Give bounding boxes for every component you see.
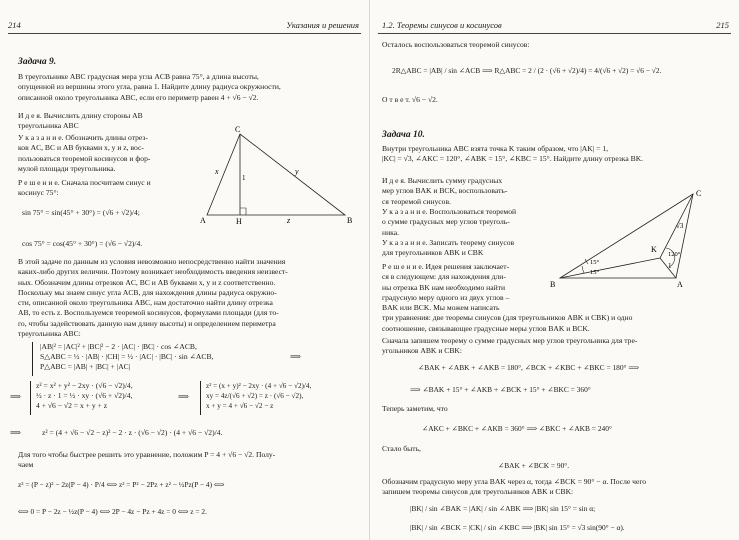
label-c: C: [696, 189, 702, 198]
become-text: Стало быть,: [382, 444, 421, 453]
system3-brace: [200, 381, 202, 415]
note-text: Теперь заметим, что: [382, 404, 448, 413]
hint-2: У к а з а н и е. Записать теорему синусов для треугольников ABK и CBK: [382, 238, 515, 258]
sine-equation-1: |BK| / sin ∠BAK = |AK| / sin ∠ABK ⟹ |BK| sin 15° = sin α;: [410, 504, 596, 513]
main-paragraph: В этой задаче по данным из условия невозможно непосредственно найти значения каких-либо других величин. Поэтому возникает необходимость введения неизвест- ных. Обозначим длины отрезков AC, BC и AB буквами x, y и z соответственно. Поскольку мы знаем синус угла ACB, для нахождения длины радиуса окружно- сти, описанной около треугольника ABC, нам достаточно найти длину отрезка AB, то есть z. Воспользуемся теоремой косинусов, формулами площади (для то- го, чтобы задействовать данную нам длину высоты) и определением периметра треугольника ABC:: [18, 257, 288, 339]
simplify-text: Для того чтобы быстрее решить это уравнение, положим P = 4 + √6 − √2. Полу- чаем: [18, 450, 276, 470]
sum-equation-3: ∠AKC + ∠BKC + ∠AKB = 360° ⟹ ∠BKC + ∠AKB = 240°: [422, 424, 612, 433]
label-15-lower: 15°: [590, 269, 600, 276]
system1: |AB|² = |AC|² + |BC|² − 2 · |AC| · |BC| · cos ∠ACB, S△ABC = ½ · |AB| · |CH| = ½ · |AC| · |BC| · sin ∠ACB, P△ABC = |AB| + |BC| + |AC|: [40, 342, 214, 371]
sine-equation-2: |BK| / sin ∠BCK = |CK| / sin ∠KBC ⟹ |BK| sin 15° = √3 sin(90° − α).: [410, 523, 625, 532]
label-b: B: [347, 216, 353, 225]
label-h: H: [236, 217, 242, 226]
implies-arrow-4: ⟹: [10, 428, 21, 437]
system1-brace: [32, 342, 34, 376]
task-title: Задача 10.: [382, 130, 425, 140]
page-number: 214: [8, 20, 21, 30]
sum-equation-4: ∠BAK + ∠BCK = 90°.: [498, 461, 570, 470]
running-head: Указания и решения: [286, 20, 359, 30]
label-b: B: [550, 280, 556, 289]
hint: У к а з а н и е. Обозначить длины отрез- ков AC, BC и AB буквами x, y и z, вос- пользоваться теоремой косинусов и фор- мулой площади треугольника.: [18, 133, 151, 173]
final-equation-2: ⟺ 0 = P − 2z − ½z(P − 4) ⟺ 2P − 4z − Pz + 4z = 0 ⟺ z = 2.: [18, 507, 207, 516]
task-title: Задача 9.: [18, 57, 57, 67]
triangle-abc: [207, 134, 345, 215]
system2: z² = x² + y² − 2xy · (√6 − √2)/4, ½ · z · 1 = ½ · xy · (√6 + √2)/4, 4 + √6 − √2 = x + y + z: [36, 381, 133, 410]
remain-text: Осталось воспользоваться теоремой синусов:: [382, 40, 530, 49]
running-head: 1.2. Теоремы синусов и косинусов: [382, 20, 502, 30]
solution-text: Р е ш е н и е. Идея решения заключает- ся в следующем: для нахождения дли- ны отрезка BK нам необходимо найти градусную меру одного из двух углов – BAK или BCK. Мы можем написать три уравнения: две теоремы синусов (для треугольников ABK и CBK) и одно соотношение, связывающее градусные меры углов BAK и BCK.: [382, 262, 633, 333]
task-statement: В треугольнике ABC градусная мера угла ACB равна 75°, а длина высоты, опущенной из вершины этого угла, равна 1. Найдите длину радиуса окружности, описанной около треугольника ABC, если его периметр равен 4 + √6 − √2.: [18, 72, 281, 102]
implies-arrow-2: ⟹: [10, 392, 21, 401]
solution-start: Р е ш е н и е. Сначала посчитаем синус и косинус 75°:: [18, 178, 151, 198]
right-page: [370, 0, 739, 540]
triangle-k-figure: [548, 186, 730, 296]
final-equation-1: z² = (P − z)² − 2z(P − 4) · P/4 ⟺ z² = P² − 2Pz + z² − ½Pz(P − 4) ⟺: [18, 480, 225, 489]
implies-arrow-1: ⟹: [290, 352, 301, 361]
label-k: K: [651, 245, 657, 254]
radius-equation: 2R△ABC = |AB| / sin ∠ACB ⟹ R△ABC = 2 / (2 · (√6 + √2)/4) = 4/(√6 + √2) = √6 − √2.: [392, 66, 662, 75]
label-a: A: [677, 280, 683, 289]
implies-arrow-3: ⟹: [178, 392, 189, 401]
result-equation: z² = (4 + √6 − √2 − z)² − 2 · z · (√6 − √2) · (4 + √6 − √2)/4.: [42, 428, 223, 437]
sin-formula: sin 75° = sin(45° + 30°) = (√6 + √2)/4;: [22, 208, 140, 217]
label-sqrt3: √3: [676, 222, 684, 230]
left-header: [0, 20, 369, 32]
label-one: 1: [668, 262, 672, 270]
cos-formula: cos 75° = cos(45° + 30°) = (√6 − √2)/4.: [22, 239, 143, 248]
system3: z² = (x + y)² − 2xy · (4 + √6 − √2)/4, xy = 4z/(√6 + √2) = z · (√6 − √2), x + y = 4 + √6 − √2 − z: [206, 382, 312, 410]
label-x: x: [215, 167, 219, 176]
system2-brace: [30, 381, 32, 415]
triangle-figure: [195, 122, 360, 232]
left-page: [0, 0, 369, 540]
right-header: [370, 20, 739, 32]
angle-arc-1: [582, 266, 584, 273]
label-c: C: [235, 125, 241, 134]
first-step-text: Сначала запишем теорему о сумме градусных мер углов треугольника для тре- угольников ABK и CBK:: [382, 336, 638, 356]
denote-text: Обозначим градусную меру угла BAK через α, тогда ∠BCK = 90° − α. После чего запишем теоремы синусов для треугольников ABK и CBK:: [382, 477, 647, 497]
hint-1: У к а з а н и е. Воспользоваться теоремой о сумме градусных мер углов треуголь- ника.: [382, 207, 517, 237]
triangle-abc: [560, 194, 693, 278]
sum-equation-2: ⟹ ∠BAK + 15° + ∠AKB + ∠BCK + 15° + ∠BKC = 360°: [410, 385, 591, 394]
answer: О т в е т. √6 − √2.: [382, 95, 438, 104]
label-y: y: [295, 167, 299, 176]
label-one: 1: [242, 174, 246, 182]
idea: И д е я. Вычислить длину стороны AB треугольника ABC: [18, 111, 143, 131]
task-statement: Внутри треугольника ABC взята точка K таким образом, что |AK| = 1, |KC| = √3, ∠AKC = 120°, ∠ABK = 15°, ∠KBC = 15°. Найдите длину отрезка BK.: [382, 144, 644, 164]
label-z: z: [287, 216, 291, 225]
page-number: 215: [716, 20, 729, 30]
segment-bk: [560, 258, 660, 278]
label-15-upper: 15°: [590, 259, 600, 266]
right-angle-mark: [240, 208, 246, 215]
label-a: A: [200, 216, 206, 225]
label-120: 120°: [668, 251, 681, 258]
sum-equation-1: ∠BAK + ∠ABK + ∠AKB = 180°, ∠BCK + ∠KBC + ∠BKC = 180° ⟹: [418, 363, 639, 372]
idea: И д е я. Вычислить сумму градусных мер углов BAK и BCK, воспользовать- ся теоремой синусов.: [382, 176, 508, 206]
